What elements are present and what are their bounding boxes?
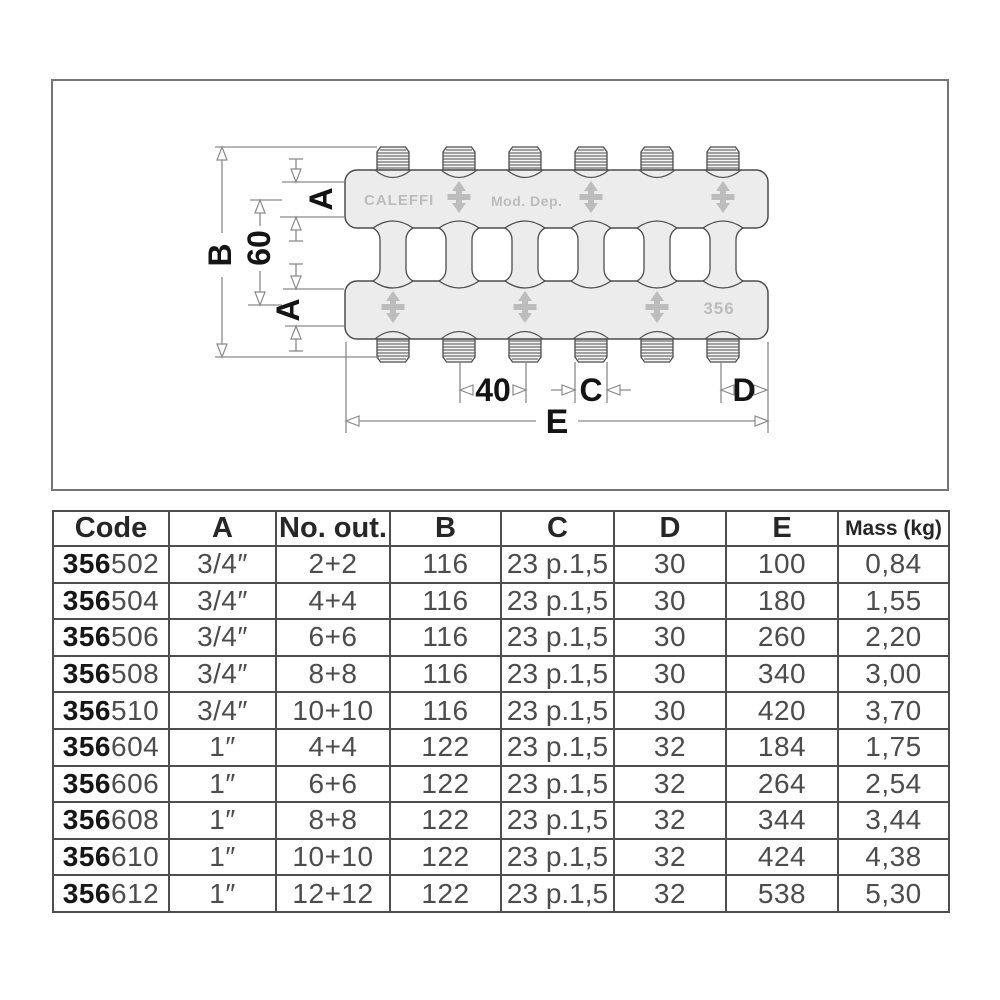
dim-label-a-bottom: A	[270, 298, 306, 322]
cell-c: 23 p.1,5	[501, 766, 614, 803]
table-row	[53, 583, 949, 620]
spec-table-section	[52, 510, 948, 913]
cell-d: 32	[614, 766, 726, 803]
code-prefix: 356	[62, 548, 111, 580]
cell-code	[53, 583, 169, 620]
cell-e: 538	[726, 875, 838, 912]
cell-out: 4+4	[276, 583, 390, 620]
cell-a: 3/4″	[169, 583, 276, 620]
cell-mass: 1,75	[838, 729, 949, 766]
cell-mass: 3,00	[838, 656, 949, 693]
cell-out: 8+8	[276, 656, 390, 693]
spec-table	[52, 510, 950, 913]
dim-label-40: 40	[475, 372, 511, 408]
cell-e: 100	[726, 546, 838, 583]
cell-code	[53, 802, 169, 839]
cell-c: 23 p.1,5	[501, 546, 614, 583]
cell-d: 30	[614, 546, 726, 583]
col-header-code: Code	[53, 511, 169, 546]
cell-code	[53, 619, 169, 656]
table-row	[53, 839, 949, 876]
col-header-a: A	[169, 511, 276, 546]
table-row	[53, 692, 949, 729]
dim-label-b: B	[202, 243, 238, 267]
cell-out: 6+6	[276, 619, 390, 656]
outlet-nipple	[641, 147, 673, 170]
cell-d: 32	[614, 729, 726, 766]
cell-c: 23 p.1,5	[501, 875, 614, 912]
outlet-nipple	[707, 339, 739, 362]
cell-a: 3/4″	[169, 619, 276, 656]
code-suffix: 510	[111, 694, 160, 726]
code-prefix: 356	[62, 584, 111, 616]
cell-c: 23 p.1,5	[501, 729, 614, 766]
cell-e: 264	[726, 766, 838, 803]
col-header-mass: Mass (kg)	[838, 511, 949, 546]
cell-b: 116	[390, 583, 501, 620]
cell-mass: 5,30	[838, 875, 949, 912]
outlet-nipple	[509, 339, 541, 362]
cell-c: 23 p.1,5	[501, 839, 614, 876]
outlet-nipple	[443, 147, 475, 170]
code-prefix: 356	[62, 767, 111, 799]
cell-code	[53, 692, 169, 729]
header-row	[53, 511, 949, 546]
cell-b: 116	[390, 656, 501, 693]
brand-text: CALEFFI	[364, 192, 435, 209]
outlet-nipple	[509, 147, 541, 170]
table-row	[53, 766, 949, 803]
cell-e: 180	[726, 583, 838, 620]
cell-out: 2+2	[276, 546, 390, 583]
mod-dep-text: Mod. Dep.	[491, 193, 563, 209]
outlet-nipple	[641, 339, 673, 362]
dim-label-d: D	[732, 372, 756, 408]
code-suffix: 606	[111, 767, 160, 799]
cell-d: 32	[614, 875, 726, 912]
cell-b: 122	[390, 875, 501, 912]
table-row	[53, 619, 949, 656]
code-prefix: 356	[62, 877, 111, 909]
cell-code	[53, 875, 169, 912]
code-suffix: 504	[111, 584, 160, 616]
cell-c: 23 p.1,5	[501, 692, 614, 729]
cell-a: 3/4″	[169, 692, 276, 729]
cell-out: 6+6	[276, 766, 390, 803]
cell-a: 1″	[169, 839, 276, 876]
code-prefix: 356	[62, 658, 111, 690]
cell-e: 344	[726, 802, 838, 839]
outlet-nipple	[575, 147, 607, 170]
outlet-nipple	[377, 147, 409, 170]
cell-out: 4+4	[276, 729, 390, 766]
cell-code	[53, 546, 169, 583]
cell-d: 30	[614, 692, 726, 729]
cell-e: 184	[726, 729, 838, 766]
cell-b: 122	[390, 802, 501, 839]
table-row	[53, 875, 949, 912]
cell-out: 10+10	[276, 839, 390, 876]
code-prefix: 356	[62, 841, 111, 873]
cell-mass: 3,44	[838, 802, 949, 839]
code-suffix: 508	[111, 658, 160, 690]
cell-out: 10+10	[276, 692, 390, 729]
code-suffix: 502	[111, 548, 160, 580]
cell-c: 23 p.1,5	[501, 583, 614, 620]
outlet-nipple	[377, 339, 409, 362]
outlet-nipple	[443, 339, 475, 362]
cell-d: 32	[614, 839, 726, 876]
cell-a: 1″	[169, 875, 276, 912]
table-row	[53, 656, 949, 693]
cell-out: 8+8	[276, 802, 390, 839]
cell-mass: 2,54	[838, 766, 949, 803]
dim-label-c: C	[579, 372, 603, 408]
cell-code	[53, 766, 169, 803]
code-suffix: 506	[111, 621, 160, 653]
model-number-text: 356	[703, 299, 735, 318]
code-prefix: 356	[62, 804, 111, 836]
cell-e: 260	[726, 619, 838, 656]
cell-out: 12+12	[276, 875, 390, 912]
cell-mass: 4,38	[838, 839, 949, 876]
cell-c: 23 p.1,5	[501, 656, 614, 693]
cell-a: 1″	[169, 802, 276, 839]
code-suffix: 604	[111, 731, 160, 763]
cell-b: 116	[390, 619, 501, 656]
cell-c: 23 p.1,5	[501, 619, 614, 656]
cell-b: 116	[390, 546, 501, 583]
cell-e: 340	[726, 656, 838, 693]
cell-e: 424	[726, 839, 838, 876]
cell-b: 122	[390, 839, 501, 876]
outlet-nipple	[575, 339, 607, 362]
cell-code	[53, 839, 169, 876]
cell-mass: 0,84	[838, 546, 949, 583]
cell-mass: 1,55	[838, 583, 949, 620]
outlet-nipple	[707, 147, 739, 170]
code-prefix: 356	[62, 731, 111, 763]
table-row	[53, 729, 949, 766]
dim-label-a-top: A	[303, 187, 339, 211]
col-header-c: C	[501, 511, 614, 546]
col-header-b: B	[390, 511, 501, 546]
cell-b: 122	[390, 729, 501, 766]
cell-a: 1″	[169, 729, 276, 766]
code-prefix: 356	[62, 621, 111, 653]
cell-a: 1″	[169, 766, 276, 803]
cell-a: 3/4″	[169, 656, 276, 693]
col-header-d: D	[614, 511, 726, 546]
cell-d: 30	[614, 656, 726, 693]
cell-code	[53, 729, 169, 766]
code-prefix: 356	[62, 694, 111, 726]
col-header-e: E	[726, 511, 838, 546]
cell-code	[53, 656, 169, 693]
code-suffix: 610	[111, 841, 160, 873]
cell-d: 32	[614, 802, 726, 839]
cell-e: 420	[726, 692, 838, 729]
cell-c: 23 p.1,5	[501, 802, 614, 839]
cell-a: 3/4″	[169, 546, 276, 583]
cell-d: 30	[614, 619, 726, 656]
cell-d: 30	[614, 583, 726, 620]
cell-mass: 2,20	[838, 619, 949, 656]
cell-b: 116	[390, 692, 501, 729]
col-header-out: No. out.	[276, 511, 390, 546]
cell-mass: 3,70	[838, 692, 949, 729]
code-suffix: 612	[111, 877, 160, 909]
cell-b: 122	[390, 766, 501, 803]
table-row	[53, 802, 949, 839]
code-suffix: 608	[111, 804, 160, 836]
table-row	[53, 546, 949, 583]
dim-label-e: E	[545, 403, 569, 441]
dim-label-60: 60	[241, 230, 277, 266]
